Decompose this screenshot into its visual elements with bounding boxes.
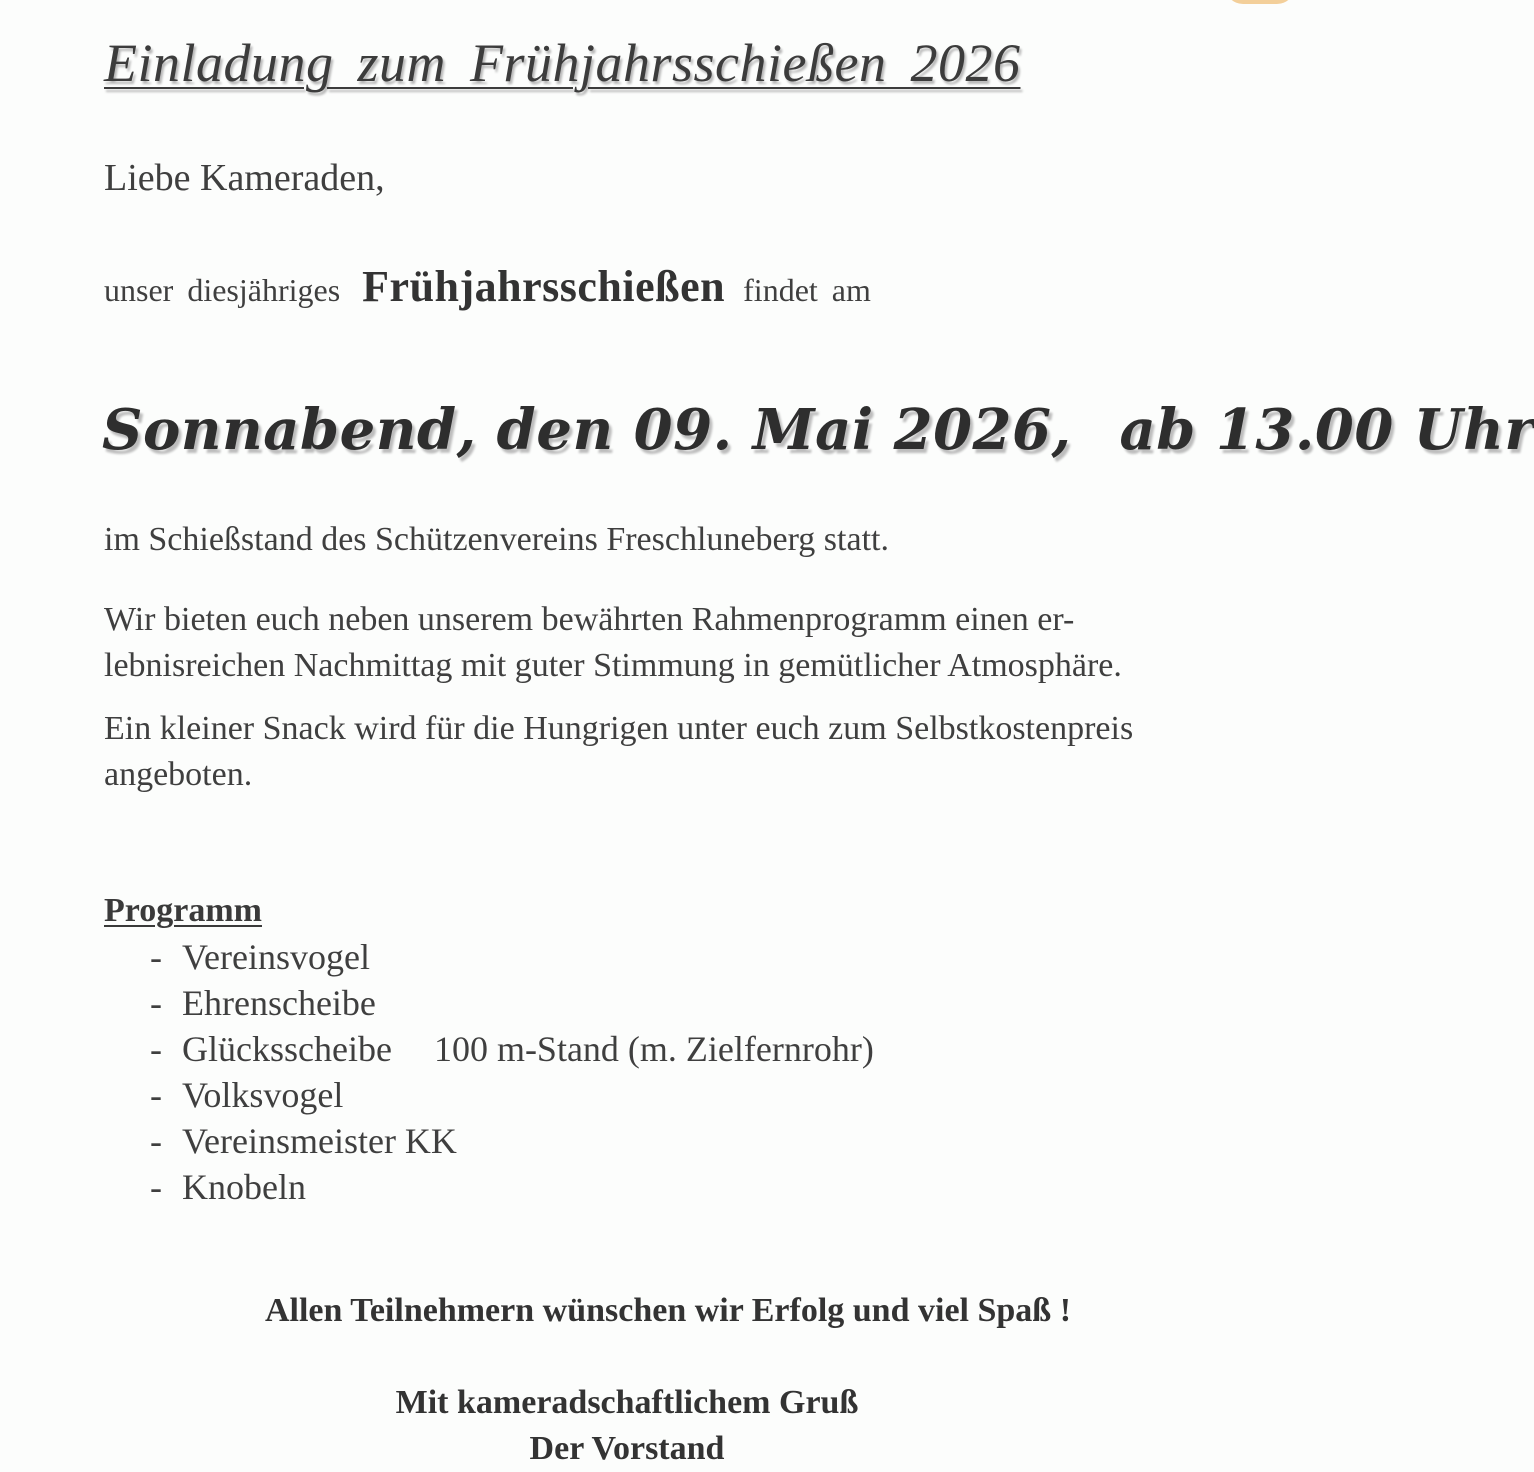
list-item	[150, 934, 874, 980]
list-item-label: Glücksscheibe	[182, 1029, 392, 1069]
list-dash: -	[150, 937, 162, 977]
paragraph-line: Wir bieten euch neben unserem bewährten Rahmenprogramm einen er-	[104, 601, 1075, 638]
list-item	[150, 1072, 874, 1118]
signature: Der Vorstand	[529, 1430, 725, 1467]
intro-after: findet am	[743, 272, 871, 308]
list-item	[150, 1026, 874, 1072]
paragraph-line: lebnisreichen Nachmittag mit guter Stimmung in gemütlicher Atmosphäre.	[104, 647, 1122, 684]
intro-line	[104, 257, 871, 320]
list-item-detail: 100 m-Stand (m. Zielfernrohr)	[433, 1029, 874, 1069]
program-heading: Programm	[104, 892, 262, 929]
intro-before: unser diesjähriges	[104, 272, 341, 308]
wish-line: Allen Teilnehmern wünschen wir Erfolg und viel Spaß !	[264, 1292, 1072, 1329]
list-item-label: Vereinsvogel	[182, 937, 370, 977]
program-description-paragraph	[104, 597, 1122, 689]
list-dash: -	[150, 1075, 162, 1115]
snack-paragraph	[104, 706, 1133, 798]
program-list	[150, 934, 874, 1210]
invitation-title: Einladung zum Frühjahrsschießen 2026	[104, 33, 1021, 93]
list-item	[150, 980, 874, 1026]
closing-greeting: Mit kameradschaftlichem Gruß	[395, 1384, 859, 1421]
list-item-label: Vereinsmeister KK	[182, 1121, 457, 1161]
list-item-label: Volksvogel	[182, 1075, 344, 1115]
list-item-label: Knobeln	[182, 1167, 306, 1207]
event-time: ab 13.00 Uhr	[1119, 397, 1534, 463]
list-dash: -	[150, 1029, 162, 1069]
event-date: Sonnabend, den 09. Mai 2026,	[102, 397, 1072, 463]
list-item	[150, 1164, 874, 1210]
list-dash: -	[150, 1121, 162, 1161]
list-item-label: Ehrenscheibe	[182, 983, 376, 1023]
list-dash: -	[150, 983, 162, 1023]
venue-line: im Schießstand des Schützenvereins Freschluneberg statt.	[104, 521, 889, 558]
intro-event-name: Frühjahrsschießen	[362, 262, 726, 311]
greeting: Liebe Kameraden,	[104, 157, 385, 199]
list-item	[150, 1118, 874, 1164]
list-dash: -	[150, 1167, 162, 1207]
paragraph-line: angeboten.	[104, 756, 253, 793]
event-date-line	[102, 390, 1534, 470]
paragraph-line: Ein kleiner Snack wird für die Hungrigen unter euch zum Selbstkostenpreis	[104, 710, 1134, 747]
corner-decoration	[1225, 0, 1295, 4]
